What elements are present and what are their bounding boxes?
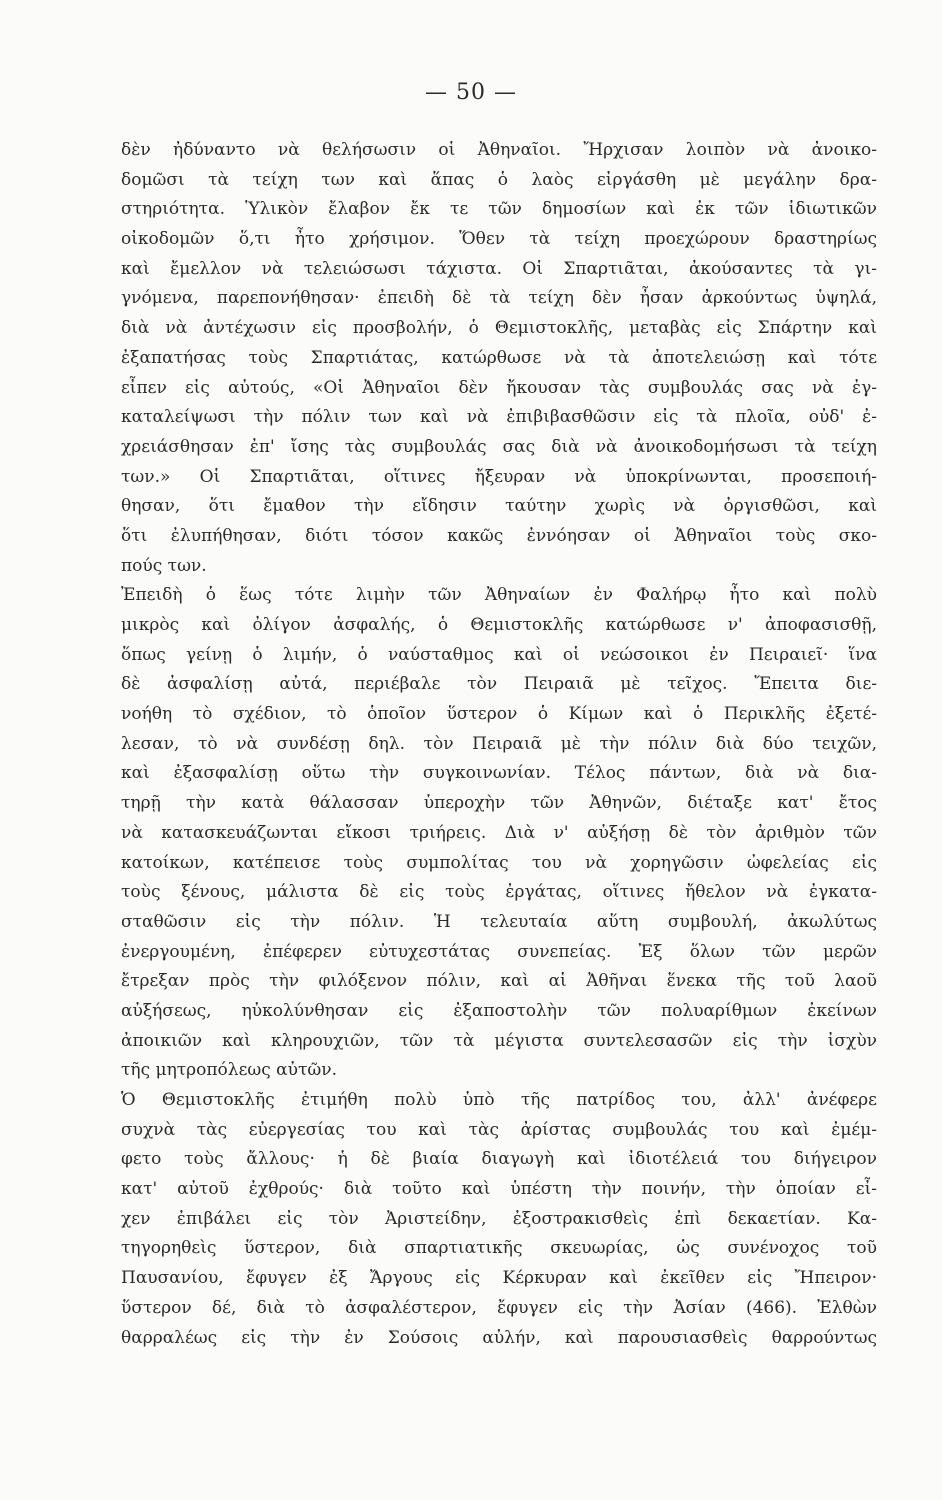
- text-line: ἀποικιῶν καὶ κληρουχιῶν, τῶν τὰ μέγιστα συντελεσασῶν εἰς τὴν ἰσχὺν: [121, 1030, 877, 1051]
- body-text: [121, 136, 877, 1353]
- text-line: γνόμενα, παρεπονήθησαν· ἐπειδὴ δὲ τὰ τείχη δὲν ἦσαν ἀρκούντως ὑψηλά,: [121, 288, 877, 309]
- text-line: οἰκοδομῶν ὅ,τι ἦτο χρήσιμον. Ὅθεν τὰ τείχη προεχώρουν δραστηρίως: [121, 229, 877, 250]
- text-line: των.» Οἱ Σπαρτιᾶται, οἵτινες ἤξευραν νὰ ὑποκρίνωνται, προσεποιή-: [121, 466, 877, 487]
- text-line: θαρραλέως εἰς τὴν ἐν Σούσοις αὐλήν, καὶ παρουσιασθεὶς θαρρούντως: [121, 1327, 877, 1348]
- text-line: ὕστερον δέ, διὰ τὸ ἀσφαλέστερον, ἔφυγεν εἰς τὴν Ἀσίαν (466). Ἐλθὼν: [121, 1297, 877, 1318]
- text-line: ἔτρεξαν πρὸς τὴν φιλόξενον πόλιν, καὶ αἱ Ἀθῆναι ἕνεκα τῆς τοῦ λαοῦ: [121, 971, 877, 992]
- text-line: καταλείψωσι τὴν πόλιν των καὶ νὰ ἐπιβιβασθῶσιν εἰς τὰ πλοῖα, οὐδ' ἐ-: [121, 407, 877, 428]
- page-number: — 50 —: [425, 80, 517, 105]
- text-line: Ὁ Θεμιστοκλῆς ἐτιμήθη πολὺ ὑπὸ τῆς πατρίδος του, ἀλλ' ἀνέφερε: [121, 1090, 877, 1110]
- text-line: τηγορηθεὶς ὕστερον, διὰ σπαρτιατικῆς σκευωρίας, ὡς συνένοχος τοῦ: [121, 1238, 877, 1259]
- text-line: τῆς μητροπόλεως αὐτῶν.: [121, 1060, 337, 1081]
- text-line: στηριότητα. Ὑλικὸν ἔλαβον ἔκ τε τῶν δημοσίων καὶ ἐκ τῶν ἰδιωτικῶν: [121, 199, 877, 220]
- text-line: νὰ κατασκευάζωνται εἴκοσι τριήρεις. Διὰ ν' αὐξήσῃ δὲ τὸν ἀριθμὸν τῶν: [121, 822, 877, 843]
- text-line: θησαν, ὅτι ἔμαθον τὴν εἴδησιν ταύτην χωρὶς νὰ ὀργισθῶσι, καὶ: [121, 496, 877, 517]
- text-line: ὅπως γείνῃ ὁ λιμήν, ὁ ναύσταθμος καὶ οἱ νεώσοικοι ἐν Πειραιεῖ· ἵνα: [121, 644, 877, 665]
- text-line: νοήθη τὸ σχέδιον, τὸ ὁποῖον ὕστερον ὁ Κίμων καὶ ὁ Περικλῆς ἐξετέ-: [121, 704, 877, 725]
- text-line: ὅτι ἐλυπήθησαν, διότι τόσον κακῶς ἐννόησαν οἱ Ἀθηναῖοι τοὺς σκο-: [121, 525, 877, 546]
- text-line: εἶπεν εἰς αὐτούς, «Οἱ Ἀθηναῖοι δὲν ἤκουσαν τὰς συμβουλάς σας νὰ ἐγ-: [121, 377, 877, 398]
- text-line: δομῶσι τὰ τείχη των καὶ ἅπας ὁ λαὸς εἰργάσθη μὲ μεγάλην δρα-: [121, 169, 877, 190]
- text-line: διὰ νὰ ἀντέχωσιν εἰς προσβολήν, ὁ Θεμιστοκλῆς, μεταβὰς εἰς Σπάρτην καὶ: [121, 318, 877, 339]
- text-line: κατ' αὐτοῦ ἐχθρούς· διὰ τοῦτο καὶ ὑπέστη τὴν ποινήν, τὴν ὁποίαν εἶ-: [121, 1179, 877, 1200]
- text-line: τοὺς ξένους, μάλιστα δὲ εἰς τοὺς ἐργάτας, οἵτινες ἤθελον νὰ ἐγκατα-: [121, 882, 877, 903]
- text-line: δὲ ἀσφαλίσῃ αὐτά, περιέβαλε τὸν Πειραιᾶ μὲ τεῖχος. Ἔπειτα διε-: [121, 674, 877, 695]
- text-line: φετο τοὺς ἄλλους· ἡ δὲ βιαία διαγωγὴ καὶ ἰδιοτέλειά του διήγειρον: [121, 1149, 877, 1170]
- text-line: ἐξαπατήσας τοὺς Σπαρτιάτας, κατώρθωσε νὰ τὰ ἀποτελειώσῃ καὶ τότε: [121, 347, 877, 368]
- text-line: σταθῶσιν εἰς τὴν πόλιν. Ἡ τελευταία αὕτη συμβουλή, ἀκωλύτως: [121, 911, 877, 932]
- text-line: Ἐπειδὴ ὁ ἕως τότε λιμὴν τῶν Ἀθηναίων ἐν Φαλήρῳ ἦτο καὶ πολὺ: [121, 585, 877, 606]
- text-line: χεν ἐπιβάλει εἰς τὸν Ἀριστείδην, ἐξοστρακισθεὶς ἐπὶ δεκαετίαν. Κα-: [121, 1208, 877, 1229]
- text-line: λεσαν, τὸ νὰ συνδέσῃ δηλ. τὸν Πειραιᾶ μὲ τὴν πόλιν διὰ δύο τειχῶν,: [121, 733, 877, 754]
- text-line: αὐξήσεως, ηὐκολύνθησαν εἰς ἐξαποστολὴν τῶν πολυαρίθμων ἐκείνων: [121, 1000, 877, 1021]
- text-line: καὶ ἐξασφαλίσῃ οὕτω τὴν συγκοινωνίαν. Τέλος πάντων, διὰ νὰ δια-: [121, 763, 877, 784]
- text-line: Παυσανίου, ἔφυγεν ἐξ Ἄργους εἰς Κέρκυραν καὶ ἐκεῖθεν εἰς Ἤπειρον·: [121, 1268, 877, 1289]
- text-line: συχνὰ τὰς εὐεργεσίας του καὶ τὰς ἀρίστας συμβουλάς του καὶ ἐμέμ-: [121, 1119, 877, 1140]
- text-line: ἐνεργουμένη, ἐπέφερεν εὐτυχεστάτας συνεπείας. Ἐξ ὅλων τῶν μερῶν: [121, 941, 877, 962]
- text-line: πούς των.: [121, 555, 207, 576]
- text-line: καὶ ἔμελλον νὰ τελειώσωσι τάχιστα. Οἱ Σπαρτιᾶται, ἀκούσαντες τὰ γι-: [121, 258, 877, 279]
- text-line: μικρὸς καὶ ὀλίγον ἀσφαλής, ὁ Θεμιστοκλῆς κατώρθωσε ν' ἀποφασισθῇ,: [121, 615, 877, 635]
- text-line: κατοίκων, κατέπεισε τοὺς συμπολίτας του νὰ χορηγῶσιν ὠφελείας εἰς: [121, 852, 877, 873]
- text-line: χρειάσθησαν ἐπ' ἴσης τὰς συμβουλάς σας διὰ νὰ ἀνοικοδομήσωσι τὰ τείχη: [121, 436, 877, 457]
- text-line: δὲν ἠδύναντο νὰ θελήσωσιν οἱ Ἀθηναῖοι. Ἤρχισαν λοιπὸν νὰ ἀνοικο-: [121, 140, 877, 160]
- text-line: τηρῇ τὴν κατὰ θάλασσαν ὑπεροχὴν τῶν Ἀθηνῶν, διέταξε κατ' ἔτος: [121, 793, 877, 814]
